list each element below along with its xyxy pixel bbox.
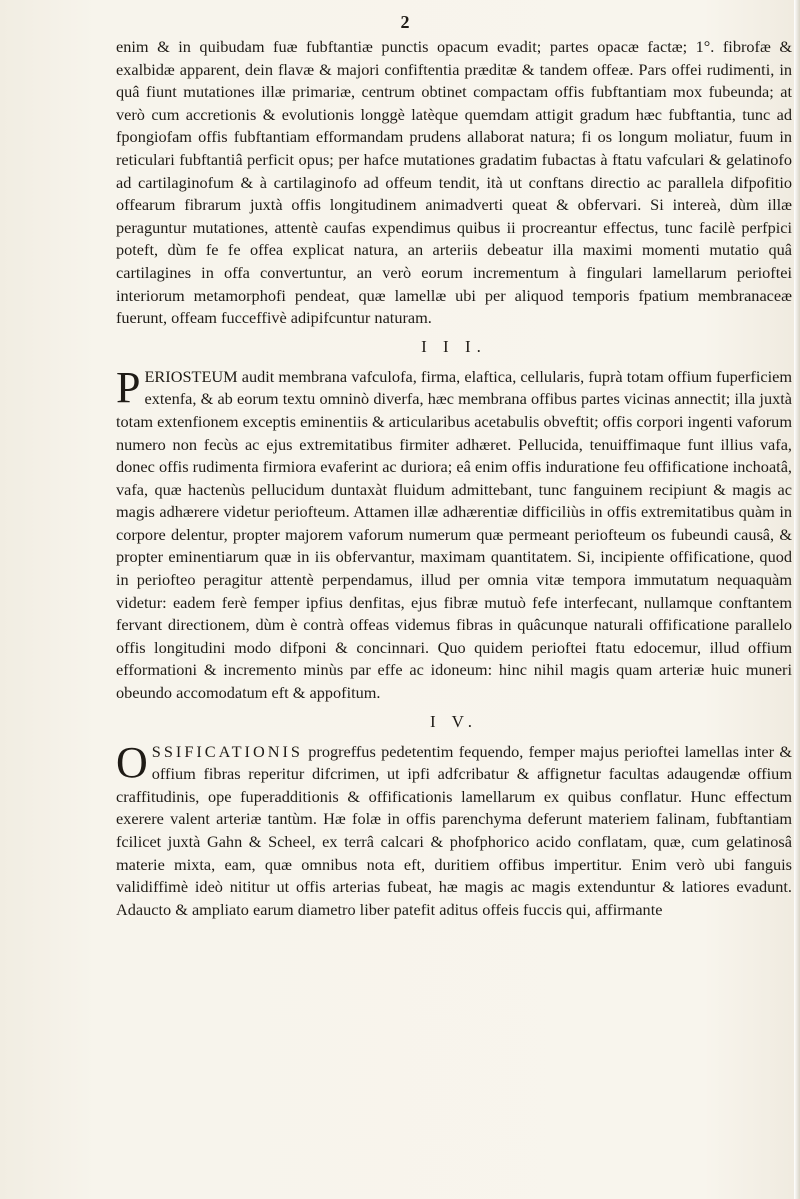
section-heading-3: I I I. <box>421 336 487 356</box>
drop-cap-o: O <box>116 737 148 787</box>
paragraph-intro: enim & in quibudam fuæ fubftantiæ punctis opacum evadit; partes opacæ factæ; 1°. fibrofæ & exalbidæ apparent, dein flavæ & majori confiftentia præditæ & tandem offeæ. Pars offei rudimenti, in quâ fiunt mutationes illæ primariæ, centrum obtinet compactam offis fubftantiam mox fubeunda; at verò cum accretionis & evolutionis longgè latèque quemdam attigit gradum hæc fubftantia, tunc ad fpongiofam offis fubftantiam efformandam prudens allaborat natura; fi os longum moliatur, fuum in reticulari fubftantiâ perficit opus; per hafce mutationes gradatim fubactas à ftatu vafculari & gelatinofo ad cartilaginofum & à cartilaginofo ad offeum tendit, ità ut conftans directio ac parallela difpofitio offearum fibrarum juxtà offis longitudinem animadverti queat & obfervari. Si intereà, dùm illæ peraguntur mutationes, attentè caufas expendimus quibus ii procreantur effectus, tunc facilè perfpici poteft, dùm fe fe offea explicat natura, an arteriis debeatur illa maximi momenti mutatio quâ cartilagines in offa convertuntur, an verò eorum incrementum à fingulari lamellarum perioftei interiorum metamorphofi pendeat, quæ lamellæ ubi per aliquod temporis fpatium membranaceæ fuerunt, offeam fucceffivè adipifcuntur naturam. <box>116 37 792 328</box>
body-text <box>116 36 792 921</box>
paragraph-section-3-text: ERIOSTEUM audit membrana vafculofa, firma, elaftica, cellularis, fuprà totam offium fuperficiem extenfa, & ab eorum textu omninò diverfa, hæc membrana offibus partes vicinas annectit; illa juxtà totam extenfionem exceptis eminentiis & articularibus acetabulis obveftit; offis corpori ingenti vaforum numero non fecùs ac ejus extremitatibus firmiter adhæret. Pellucida, tenuiffimaque funt illius vafa, donec offis rudimenta firmiora evaferint ac duriora; eâ enim offis induratione feu offificatione inchoatâ, vafa, quæ hactenùs pellucidum duntaxàt fluidum admittebant, tunc fanguinem recipiunt & magis ac magis adhærere videtur periofteum. Attamen illæ adhærentiæ difficiliùs in offis extremitatibus quàm in corpore delentur, propter majorem vaforum numerum quæ permeant periofteum os fubeundi causâ, & propter eminentiarum quæ in iis obfervantur, maximam quantitatem. Si, incipiente offificatione, quod in periofteo peragitur attentè perpendamus, illud per omnia vitæ tempora immutatum nequaquàm videtur: eadem ferè femper ipfius denfitas, ejus fibræ mutuò fefe interfecant, nullamque conftantem fervant directionem, dùm è contrà offeas videmus fibras in quâcunque naturali offificatione parallelo offis longitudini modo difponi & concinnari. Quo quidem perioftei ftatu edocemur, illud offium efformationi & incremento minùs par effe ac idoneum: hinc nihil magis quam arteriæ huic muneri obeundo accomodatum eft & appofitum. <box>116 366 792 703</box>
drop-cap-p: P <box>116 362 141 412</box>
paragraph-section-4-text: progreffus pedetentim fequendo, femper majus perioftei lamellas inter & offium fibras reperitur difcrimen, ut ipfi adfcribatur & affignetur facultas adaugendæ offium craffitudinis, ope fuperadditionis & offificationis lamellarum ex quibus conflatur. Hunc effectum exerere valent arteriæ tantùm. Hæ folæ in offis parenchyma deferunt materiem falinam, fubftantiam fcilicet juxtà Gahn & Scheel, ex terrâ calcari & phofphorico acido conflatam, quæ, cum gelatinosâ materie mixta, eam, quæ omnibus nota eft, duritiem offibus impertitur. Enim verò ubi fanguis validiffimè ideò nititur ut offis arterias fubeat, hæ magis ac magis extenduntur & latiores evadunt. Adaucto & ampliato earum diametro liber patefit aditus offeis fuccis qui, affirmante <box>116 741 792 919</box>
paragraph-section-4-lead: SSIFICATIONIS <box>151 741 303 761</box>
paragraph-section-4 <box>116 737 792 922</box>
paragraph-section-3 <box>116 362 792 705</box>
page-number: 2 <box>400 12 410 32</box>
page-edge <box>794 0 800 1199</box>
section-heading-4: I V. <box>430 711 478 731</box>
